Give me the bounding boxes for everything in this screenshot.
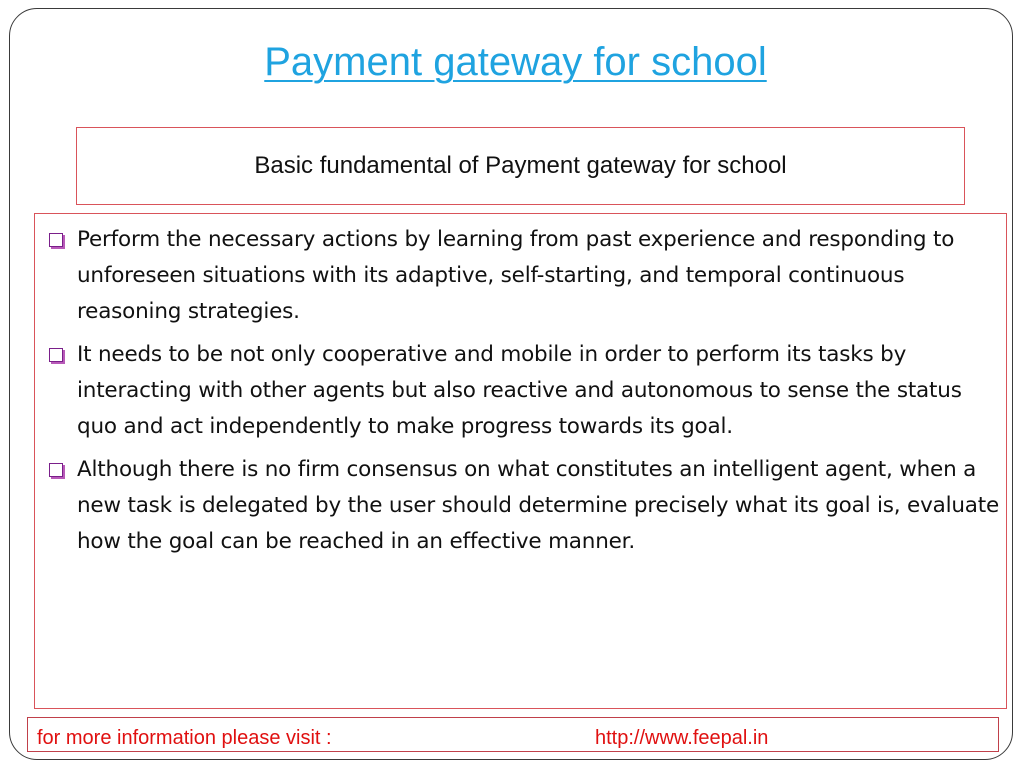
footer-label: for more information please visit : [37, 727, 332, 749]
content-box [34, 213, 1007, 709]
bullet-list [45, 222, 1000, 567]
bullet-item [45, 452, 1000, 560]
square-bullet-icon [49, 348, 63, 362]
bullet-item [45, 337, 1000, 445]
square-bullet-icon [49, 233, 63, 247]
footer-box [27, 717, 999, 752]
square-bullet-icon [49, 463, 63, 477]
page-title: Payment gateway for school [264, 40, 767, 84]
bullet-text: Although there is no firm consensus on what constitutes an intelligent agent, when a new task is delegated by the user should determine precisely what its goal is, evaluate how the goal can be reached in an effective manner. [77, 457, 999, 554]
subtitle-text: Basic fundamental of Payment gateway for school [254, 152, 787, 179]
bullet-text: It needs to be not only cooperative and mobile in order to perform its tasks by interacting with other agents but also reactive and autonomous to sense the status quo and act independently to make progress towards its goal. [77, 342, 962, 439]
footer-link[interactable]: http://www.feepal.in [595, 727, 769, 749]
subtitle-box [76, 127, 965, 205]
bullet-item [45, 222, 1000, 330]
bullet-text: Perform the necessary actions by learning from past experience and responding to unforeseen situations with its adaptive, self-starting, and temporal continuous reasoning strategies. [77, 227, 955, 324]
